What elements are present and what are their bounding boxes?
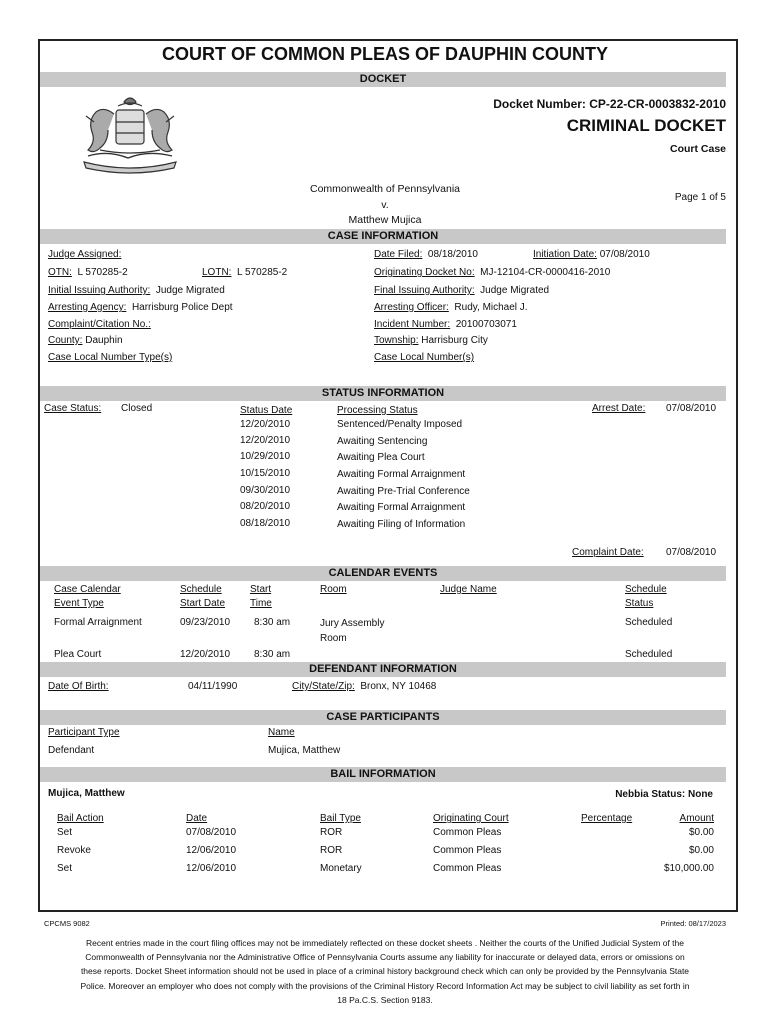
- arresting-agency-label: Arresting Agency:: [48, 302, 127, 313]
- start-date-header-2: Start Date: [180, 598, 226, 609]
- complaint-date-value: 07/08/2010: [666, 547, 717, 558]
- calendar-events-bar: CALENDAR EVENTS: [40, 566, 726, 581]
- city-label: City/State/Zip:: [292, 681, 355, 692]
- bail-date-2: 12/06/2010: [186, 845, 237, 856]
- otn-row: [48, 267, 128, 278]
- county-label: County:: [48, 335, 83, 346]
- local-numbers-label: Case Local Number(s): [374, 352, 475, 363]
- nebbia-status: Nebbia Status: None: [615, 789, 713, 800]
- docket-type: CRIMINAL DOCKET: [566, 116, 726, 135]
- status-date-2: 12/20/2010: [240, 435, 291, 446]
- city-row: [292, 681, 436, 692]
- arresting-officer-row: [374, 302, 528, 313]
- bail-action-header: Bail Action: [57, 813, 104, 824]
- complaint-date-label: Complaint Date:: [572, 547, 644, 558]
- participant-type: Defendant: [48, 745, 95, 756]
- arresting-agency-value: Harrisburg Police Dept: [131, 302, 233, 313]
- date-filed-label: Date Filed:: [374, 249, 423, 260]
- caption-line-3: Matthew Mujica: [348, 214, 422, 226]
- bail-court-1: Common Pleas: [433, 827, 502, 838]
- participant-name-header: Name: [268, 727, 295, 738]
- local-number-type-label: Case Local Number Type(s): [48, 352, 173, 363]
- incident-number-row: [374, 319, 517, 330]
- bail-court-3: Common Pleas: [433, 863, 502, 874]
- originating-docket-value: MJ-12104-CR-0000416-2010: [480, 267, 611, 278]
- bail-date-header: Date: [186, 813, 208, 824]
- date-filed-row: [374, 249, 478, 260]
- percentage-header: Percentage: [581, 813, 633, 824]
- docket-number: Docket Number: CP-22-CR-0003832-2010: [493, 97, 726, 111]
- processing-status-1: Sentenced/Penalty Imposed: [337, 419, 463, 430]
- status-date-5: 09/30/2010: [240, 485, 291, 496]
- county-row: [48, 335, 123, 346]
- defendant-information-bar: DEFENDANT INFORMATION: [40, 662, 726, 677]
- start-time-header-1: Start: [250, 584, 272, 595]
- bail-amount-2: $0.00: [688, 845, 714, 856]
- case-participants-bar: CASE PARTICIPANTS: [40, 710, 726, 725]
- status-date-4: 10/15/2010: [240, 468, 291, 479]
- case-status-value: Closed: [121, 403, 153, 414]
- complaint-citation-label: Complaint/Citation No.:: [48, 319, 151, 330]
- lotn-value: L 570285-2: [237, 267, 288, 278]
- lotn-row: [202, 267, 287, 278]
- event-room-1b: Room: [320, 633, 347, 644]
- processing-status-5: Awaiting Pre-Trial Conference: [337, 486, 470, 497]
- bail-action-2: Revoke: [57, 845, 91, 856]
- processing-status-2: Awaiting Sentencing: [337, 436, 428, 447]
- arresting-officer-value: Rudy, Michael J.: [454, 302, 528, 313]
- processing-status-6: Awaiting Formal Arraignment: [337, 502, 466, 513]
- initiation-date-row: [533, 249, 650, 260]
- bail-information-bar: BAIL INFORMATION: [40, 767, 726, 782]
- processing-status-3: Awaiting Plea Court: [337, 452, 425, 463]
- pennsylvania-seal-icon: [74, 92, 186, 178]
- event-date-2: 12/20/2010: [180, 649, 231, 660]
- start-date-header-1: Schedule: [180, 584, 222, 595]
- bail-type-header: Bail Type: [320, 813, 361, 824]
- event-type-header-1: Case Calendar: [54, 584, 121, 595]
- status-information-bar: STATUS INFORMATION: [40, 386, 726, 401]
- status-date-3: 10/29/2010: [240, 451, 291, 462]
- form-id: CPCMS 9082: [44, 919, 90, 928]
- case-kind: Court Case: [669, 143, 726, 155]
- judge-assigned-label: Judge Assigned:: [48, 249, 122, 260]
- originating-docket-label: Originating Docket No:: [374, 267, 475, 278]
- initial-authority-row: [48, 285, 225, 296]
- bail-type-2: ROR: [320, 845, 343, 856]
- otn-label: OTN:: [48, 267, 72, 278]
- case-status-label: Case Status:: [44, 403, 102, 414]
- printed-date: Printed: 08/17/2023: [660, 919, 726, 928]
- event-date-1: 09/23/2010: [180, 617, 231, 628]
- city-value: Bronx, NY 10468: [360, 681, 437, 692]
- county-value: Dauphin: [85, 335, 123, 346]
- incident-number-label: Incident Number:: [374, 319, 451, 330]
- originating-court-header: Originating Court: [433, 813, 509, 824]
- processing-status-7: Awaiting Filing of Information: [337, 519, 466, 530]
- page-indicator: Page 1 of 5: [674, 192, 726, 203]
- status-date-7: 08/18/2010: [240, 518, 291, 529]
- initial-authority-label: Initial Issuing Authority:: [48, 285, 151, 296]
- lotn-label: LOTN:: [202, 267, 232, 278]
- amount-header: Amount: [679, 813, 714, 824]
- event-type-header-2: Event Type: [54, 598, 104, 609]
- docket-bar: DOCKET: [40, 72, 726, 87]
- final-authority-row: [374, 285, 549, 296]
- bail-date-1: 07/08/2010: [186, 827, 237, 838]
- event-room-1a: Jury Assembly: [320, 618, 385, 629]
- case-information-bar: CASE INFORMATION: [40, 229, 726, 244]
- dob-label: Date Of Birth:: [48, 681, 109, 692]
- bail-person: Mujica, Matthew: [48, 788, 125, 799]
- caption-line-1: Commonwealth of Pennsylvania: [310, 183, 460, 195]
- arresting-agency-row: [48, 302, 233, 313]
- dob-value: 04/11/1990: [188, 681, 238, 692]
- court-title: COURT OF COMMON PLEAS OF DAUPHIN COUNTY: [162, 44, 608, 64]
- schedule-status-header-1: Schedule: [625, 584, 667, 595]
- bail-court-2: Common Pleas: [433, 845, 502, 856]
- event-type-2: Plea Court: [54, 649, 102, 660]
- start-time-header-2: Time: [250, 598, 272, 609]
- participant-name: Mujica, Matthew: [268, 745, 341, 756]
- room-header: Room: [320, 584, 347, 595]
- arrest-date-value: 07/08/2010: [666, 403, 717, 414]
- event-time-1: 8:30 am: [254, 617, 291, 628]
- processing-status-4: Awaiting Formal Arraignment: [337, 469, 466, 480]
- initial-authority-value: Judge Migrated: [155, 285, 225, 296]
- bail-action-1: Set: [57, 827, 73, 838]
- bail-type-1: ROR: [320, 827, 343, 838]
- bail-action-3: Set: [57, 863, 73, 874]
- event-status-1: Scheduled: [625, 617, 673, 628]
- incident-number-value: 20100703071: [455, 319, 517, 330]
- initiation-date-value: 07/08/2010: [599, 249, 650, 260]
- otn-value: L 570285-2: [77, 267, 128, 278]
- arrest-date-label: Arrest Date:: [592, 403, 646, 414]
- status-date-1: 12/20/2010: [240, 419, 291, 430]
- date-filed-value: 08/18/2010: [427, 249, 478, 260]
- bail-date-3: 12/06/2010: [186, 863, 237, 874]
- township-row: [374, 335, 488, 346]
- schedule-status-header-2: Status: [625, 598, 654, 609]
- final-authority-label: Final Issuing Authority:: [374, 285, 475, 296]
- status-date-6: 08/20/2010: [240, 501, 291, 512]
- township-label: Township:: [374, 335, 419, 346]
- originating-docket-row: [374, 267, 610, 278]
- event-type-1: Formal Arraignment: [54, 617, 142, 628]
- status-date-header: Status Date: [240, 405, 293, 416]
- caption-line-2: v.: [381, 199, 389, 211]
- initiation-date-label: Initiation Date:: [533, 249, 597, 260]
- bail-amount-1: $0.00: [688, 827, 714, 838]
- bail-amount-3: $10,000.00: [663, 863, 714, 874]
- disclaimer: Recent entries made in the court filing offices may not be immediately reflected on these docket sheets . Neither the courts of the Unified Judicial System of the Commonwealth of Pennsylvania nor the Administrative Office of Pennsylvania Courts assume any liability for inaccurate or delayed data, errors or omissions on these reports. Docket Sheet information should not be used in place of a criminal history background check which can only be provided by the Pennsylvania State Police. Moreover an employer who does not comply with the provisions of the Criminal History Record Information Act may be subject to civil liability as set forth in 18 Pa.C.S. Section 9183.: [80, 938, 690, 1005]
- participant-type-header: Participant Type: [48, 727, 120, 738]
- processing-status-header: Processing Status: [337, 405, 418, 416]
- event-time-2: 8:30 am: [254, 649, 291, 660]
- event-status-2: Scheduled: [625, 649, 673, 660]
- township-value: Harrisburg City: [421, 335, 488, 346]
- arresting-officer-label: Arresting Officer:: [374, 302, 449, 313]
- final-authority-value: Judge Migrated: [480, 285, 550, 296]
- judge-name-header: Judge Name: [440, 584, 497, 595]
- bail-type-3: Monetary: [320, 863, 362, 874]
